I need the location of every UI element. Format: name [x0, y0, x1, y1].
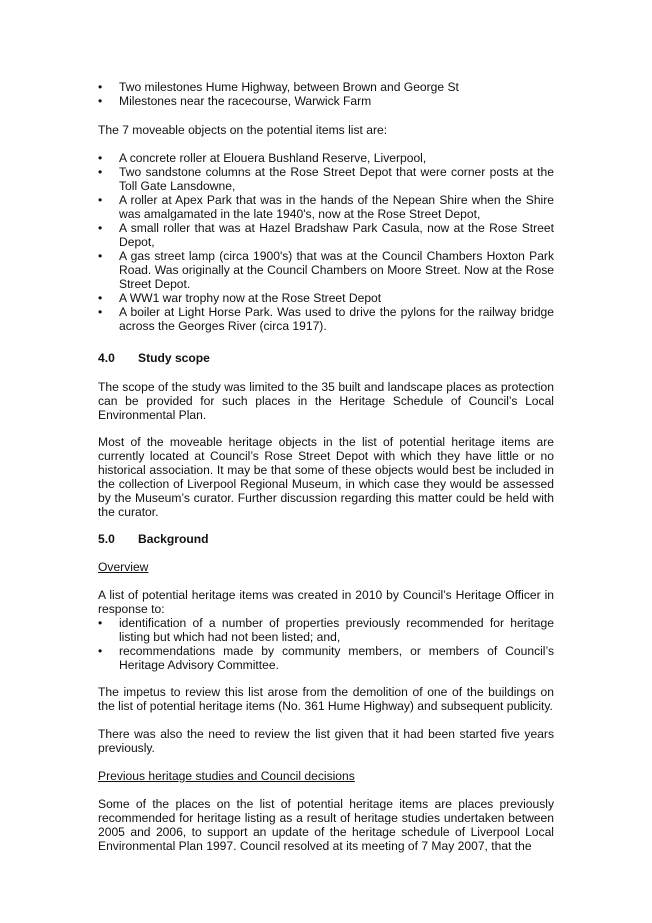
section-heading-background: [98, 532, 209, 546]
previous-studies-subheading: Previous heritage studies and Council decisions: [98, 769, 355, 783]
milestones-list: [119, 80, 554, 108]
study-scope-paragraph-2: Most of the moveable heritage objects in the list of potential heritage items are currently located at Council’s Rose Street Depot with which they have little or no historical association. It may be that some of these objects would best be included in the collection of Liverpool Regional Museum, in which case they would be assessed by the Museum’s curator. Further discussion regarding this matter could be held with the curator.: [98, 435, 554, 519]
background-paragraph-4: Some of the places on the list of potential heritage items are places previously recommended for heritage listing as a result of heritage studies undertaken between 2005 and 2006, to support an update of the heritage schedule of Liverpool Local Environmental Plan 1997. Council resolved at its meeting of 7 May 2007, that the: [98, 797, 554, 853]
background-paragraph-3: There was also the need to review the list given that it had been started five years previously.: [98, 727, 554, 755]
background-list: [119, 616, 554, 672]
section-heading-study-scope: [98, 351, 210, 365]
section-number: 5.0: [98, 532, 115, 546]
list-item: • A boiler at Light Horse Park. Was used to drive the pylons for the railway bridge across the Georges River (circa 1917).: [119, 305, 554, 333]
list-item: • A roller at Apex Park that was in the hands of the Nepean Shire when the Shire was amalgamated in the late 1940's, now at the Rose Street Depot,: [119, 193, 554, 221]
section-title: Background: [138, 532, 209, 546]
list-item: • recommendations made by community members, or members of Council’s Heritage Advisory Committee.: [119, 644, 554, 672]
background-paragraph-1: A list of potential heritage items was created in 2010 by Council’s Heritage Officer in response to:: [98, 588, 554, 616]
section-title: Study scope: [138, 351, 210, 365]
list-item: • Milestones near the racecourse, Warwick Farm: [119, 94, 554, 108]
list-item: • A small roller that was at Hazel Bradshaw Park Casula, now at the Rose Street Depot,: [119, 221, 554, 249]
list-item: • A WW1 war trophy now at the Rose Street Depot: [119, 291, 554, 305]
background-paragraph-2: The impetus to review this list arose from the demolition of one of the buildings on the list of potential heritage items (No. 361 Hume Highway) and subsequent publicity.: [98, 685, 554, 713]
list-item: • Two milestones Hume Highway, between Brown and George St: [119, 80, 554, 94]
section-number: 4.0: [98, 351, 115, 365]
study-scope-paragraph-1: The scope of the study was limited to the 35 built and landscape places as protection can be provided for such places in the Heritage Schedule of Council’s Local Environmental Plan.: [98, 380, 554, 422]
overview-subheading: Overview: [98, 560, 149, 574]
moveable-objects-list: [119, 151, 554, 333]
list-item: • identification of a number of properties previously recommended for heritage listing but which had not been listed; and,: [119, 616, 554, 644]
moveable-intro: The 7 moveable objects on the potential items list are:: [98, 123, 388, 137]
list-item: • Two sandstone columns at the Rose Street Depot that were corner posts at the Toll Gate Lansdowne,: [119, 165, 554, 193]
list-item: • A gas street lamp (circa 1900's) that was at the Council Chambers Hoxton Park Road. Was originally at the Council Chambers on Moore Street. Now at the Rose Street Depot.: [119, 249, 554, 291]
list-item: • A concrete roller at Elouera Bushland Reserve, Liverpool,: [119, 151, 554, 165]
